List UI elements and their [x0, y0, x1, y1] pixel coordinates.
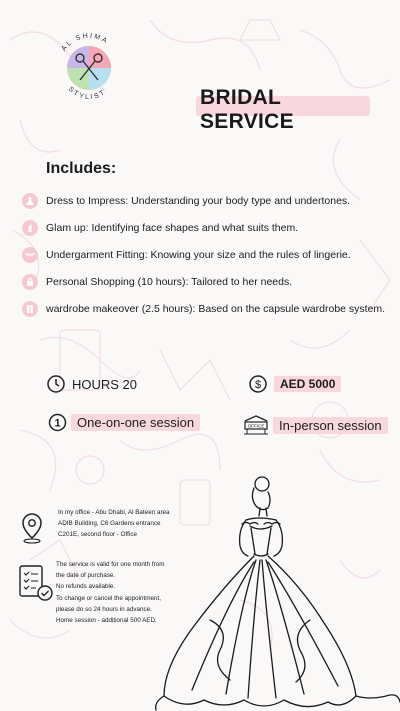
office-building-icon	[243, 415, 269, 435]
terms-line: To change or cancel the appointment,	[56, 594, 162, 602]
page-title-text: BRIDAL SERVICE	[200, 86, 294, 133]
bride-illustration	[150, 470, 400, 711]
dress-icon	[22, 193, 38, 209]
terms-line: the date of purchase.	[56, 572, 116, 580]
list-item	[22, 271, 292, 293]
clock-icon	[46, 374, 66, 394]
list-item-text: wardrobe makeover (2.5 hours): Based on the capsule wardrobe system.	[46, 303, 386, 315]
price-info	[248, 374, 341, 394]
shopping-bag-icon	[22, 274, 38, 290]
hours-text: HOURS 20	[72, 376, 138, 392]
terms-block	[56, 559, 165, 626]
list-item	[22, 244, 351, 266]
dollar-icon	[248, 374, 268, 394]
lipstick-icon	[22, 220, 38, 236]
svg-text:$: $	[254, 379, 262, 391]
list-item	[22, 217, 298, 239]
session-location-info	[243, 415, 388, 435]
page-title	[196, 84, 370, 133]
terms-line: No refunds available.	[56, 583, 116, 591]
address-line: C201E, second floor - Office	[58, 531, 137, 539]
terms-line: Home session - additional 500 AED.	[56, 617, 157, 625]
session-number: 1	[54, 417, 61, 430]
hours-info	[46, 374, 137, 394]
office-sign-text: OFFICE	[247, 423, 265, 429]
brand-logo	[50, 28, 128, 106]
address-line: In my office - Abu Dhabi, Al Bateen area	[58, 509, 170, 516]
location-pin-icon	[20, 512, 44, 544]
logo-bottom-text: STYLIST	[66, 85, 108, 102]
list-item-text: Glam up: Identifying face shapes and what suits them.	[46, 222, 299, 234]
list-item	[22, 190, 350, 212]
terms-line: The service is valid for one month from	[56, 561, 165, 568]
list-item-text: Undergarment Fitting: Knowing your size and the rules of lingerie.	[46, 249, 351, 261]
session-type-text: One-on-one session	[71, 414, 200, 431]
list-item-text: Personal Shopping (10 hours): Tailored to her needs.	[46, 276, 293, 288]
session-type-info	[48, 413, 200, 432]
session-location-text: In-person session	[273, 417, 388, 434]
list-item-text: Dress to Impress: Understanding your body type and undertones.	[46, 195, 351, 207]
wardrobe-icon	[22, 301, 38, 317]
price-text: AED 5000	[274, 376, 341, 392]
terms-line: please do so 24 hours in advance.	[56, 605, 152, 613]
logo-top-text: AL SHIMA	[60, 32, 110, 53]
lingerie-icon	[22, 247, 38, 263]
includes-heading: Includes:	[46, 160, 117, 177]
list-item	[22, 298, 385, 320]
checklist-icon	[18, 564, 54, 602]
address-line: ADIB Building, C6 Gardens entrance	[58, 520, 161, 528]
number-one-icon	[48, 413, 67, 432]
